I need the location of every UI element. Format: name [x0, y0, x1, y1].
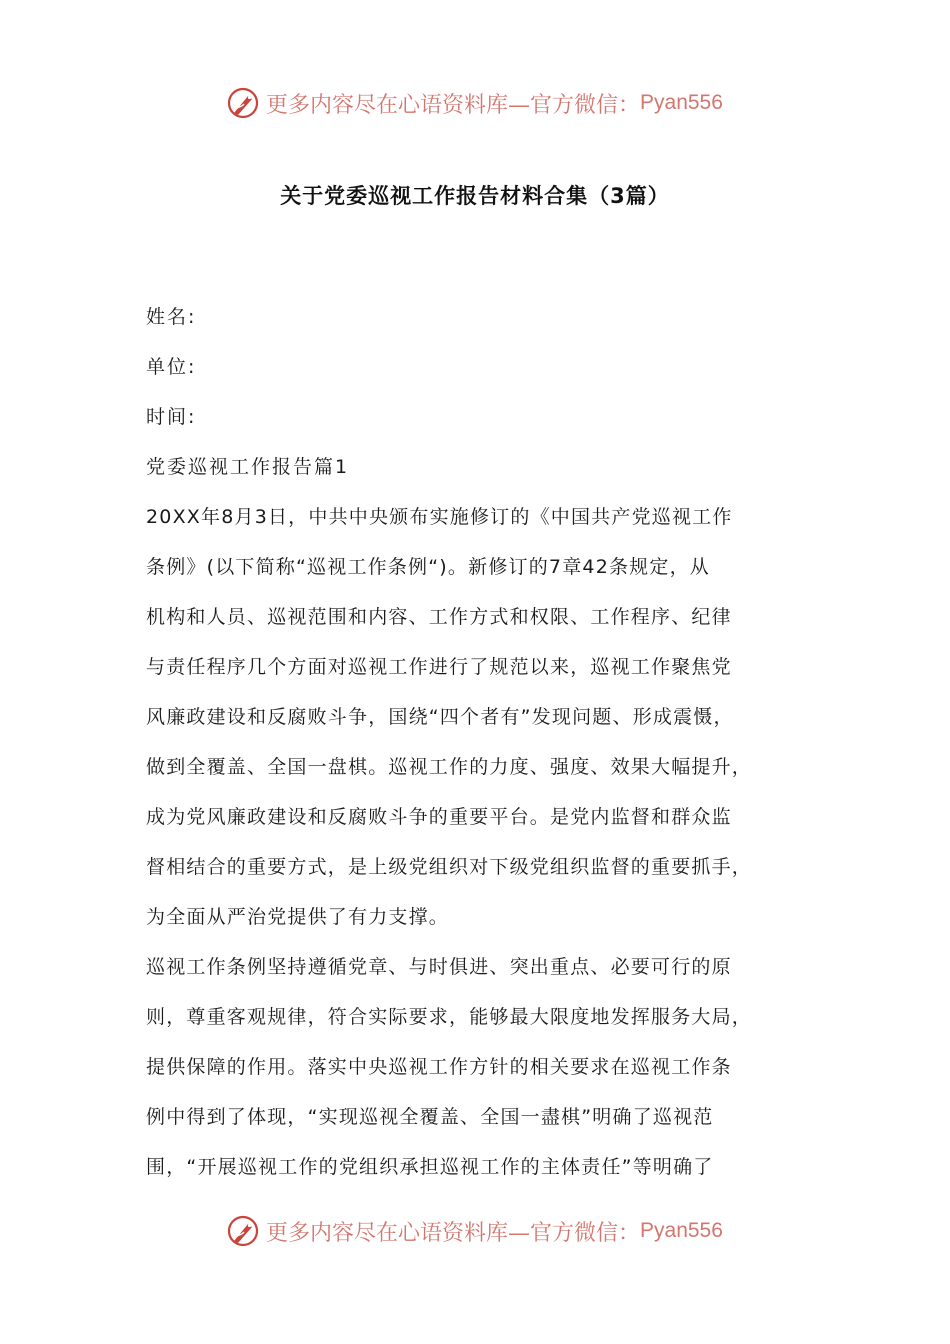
paragraph-line: 做到全覆盖、全国一盘棋。巡视工作的力度、强度、效果大幅提升，: [146, 756, 753, 778]
footer-banner: [226, 1211, 746, 1251]
field-name-label: 姓名:: [146, 306, 197, 328]
paragraph-line: 围，“开展巡视工作的党组织承担巡视工作的主体责任”等明确了: [146, 1156, 714, 1178]
field-time-label: 时间:: [146, 406, 197, 428]
paragraph-line: 提供保障的作用。落实中央巡视工作方针的相关要求在巡视工作条: [146, 1056, 732, 1078]
banner-text: 更多内容尽在心语资料库—官方微信：: [266, 92, 641, 118]
banner-text: 更多内容尽在心语资料库—官方微信：: [266, 1220, 641, 1246]
pen-nib-logo-icon: [226, 1214, 260, 1248]
document-title: 关于党委巡视工作报告材料合集（3篇）: [280, 184, 670, 208]
paragraph-line: 则，尊重客观规律，符合实际要求，能够最大限度地发挥服务大局，: [146, 1006, 753, 1028]
pen-nib-logo-icon: [226, 86, 260, 120]
document-body: [146, 299, 816, 1199]
paragraph-line: 成为党风廉政建设和反腐败斗争的重要平台。是党内监督和群众监: [146, 806, 732, 828]
paragraph-line: 例中得到了体现，“实现巡视全覆盖、全国一盡棋”明确了巡视范: [146, 1106, 714, 1128]
paragraph-line: 督相结合的重要方式，是上级党组织对下级党组织监督的重要抓手，: [146, 856, 753, 878]
paragraph-line: 条例》(以下简称“巡视工作条例“)。新修订的7章42条规定，从: [146, 556, 710, 578]
paragraph-line: 20XX年8月3日，中共中央颁布实施修订的《中国共产党巡视工作: [146, 506, 733, 528]
paragraph-line: 与责任程序几个方面对巡视工作进行了规范以来，巡视工作聚焦党: [146, 656, 732, 678]
paragraph-line: 巡视工作条例坚持遵循党章、与时俱进、突出重点、必要可行的原: [146, 956, 732, 978]
paragraph-line: 为全面从严治党提供了有力支撑。: [146, 906, 450, 928]
wechat-id: Pyan556: [640, 91, 723, 114]
header-banner: [226, 83, 746, 123]
section-heading: 党委巡视工作报告篇1: [146, 456, 350, 478]
paragraph-line: 风廉政建设和反腐败斗争，国绕“四个者有”发现问题、形成震慑，: [146, 706, 734, 728]
wechat-id: Pyan556: [640, 1219, 723, 1242]
field-unit-label: 单位:: [146, 356, 197, 378]
paragraph-line: 机构和人员、巡视范围和内容、工作方式和权限、工作程序、纪律: [146, 606, 732, 628]
